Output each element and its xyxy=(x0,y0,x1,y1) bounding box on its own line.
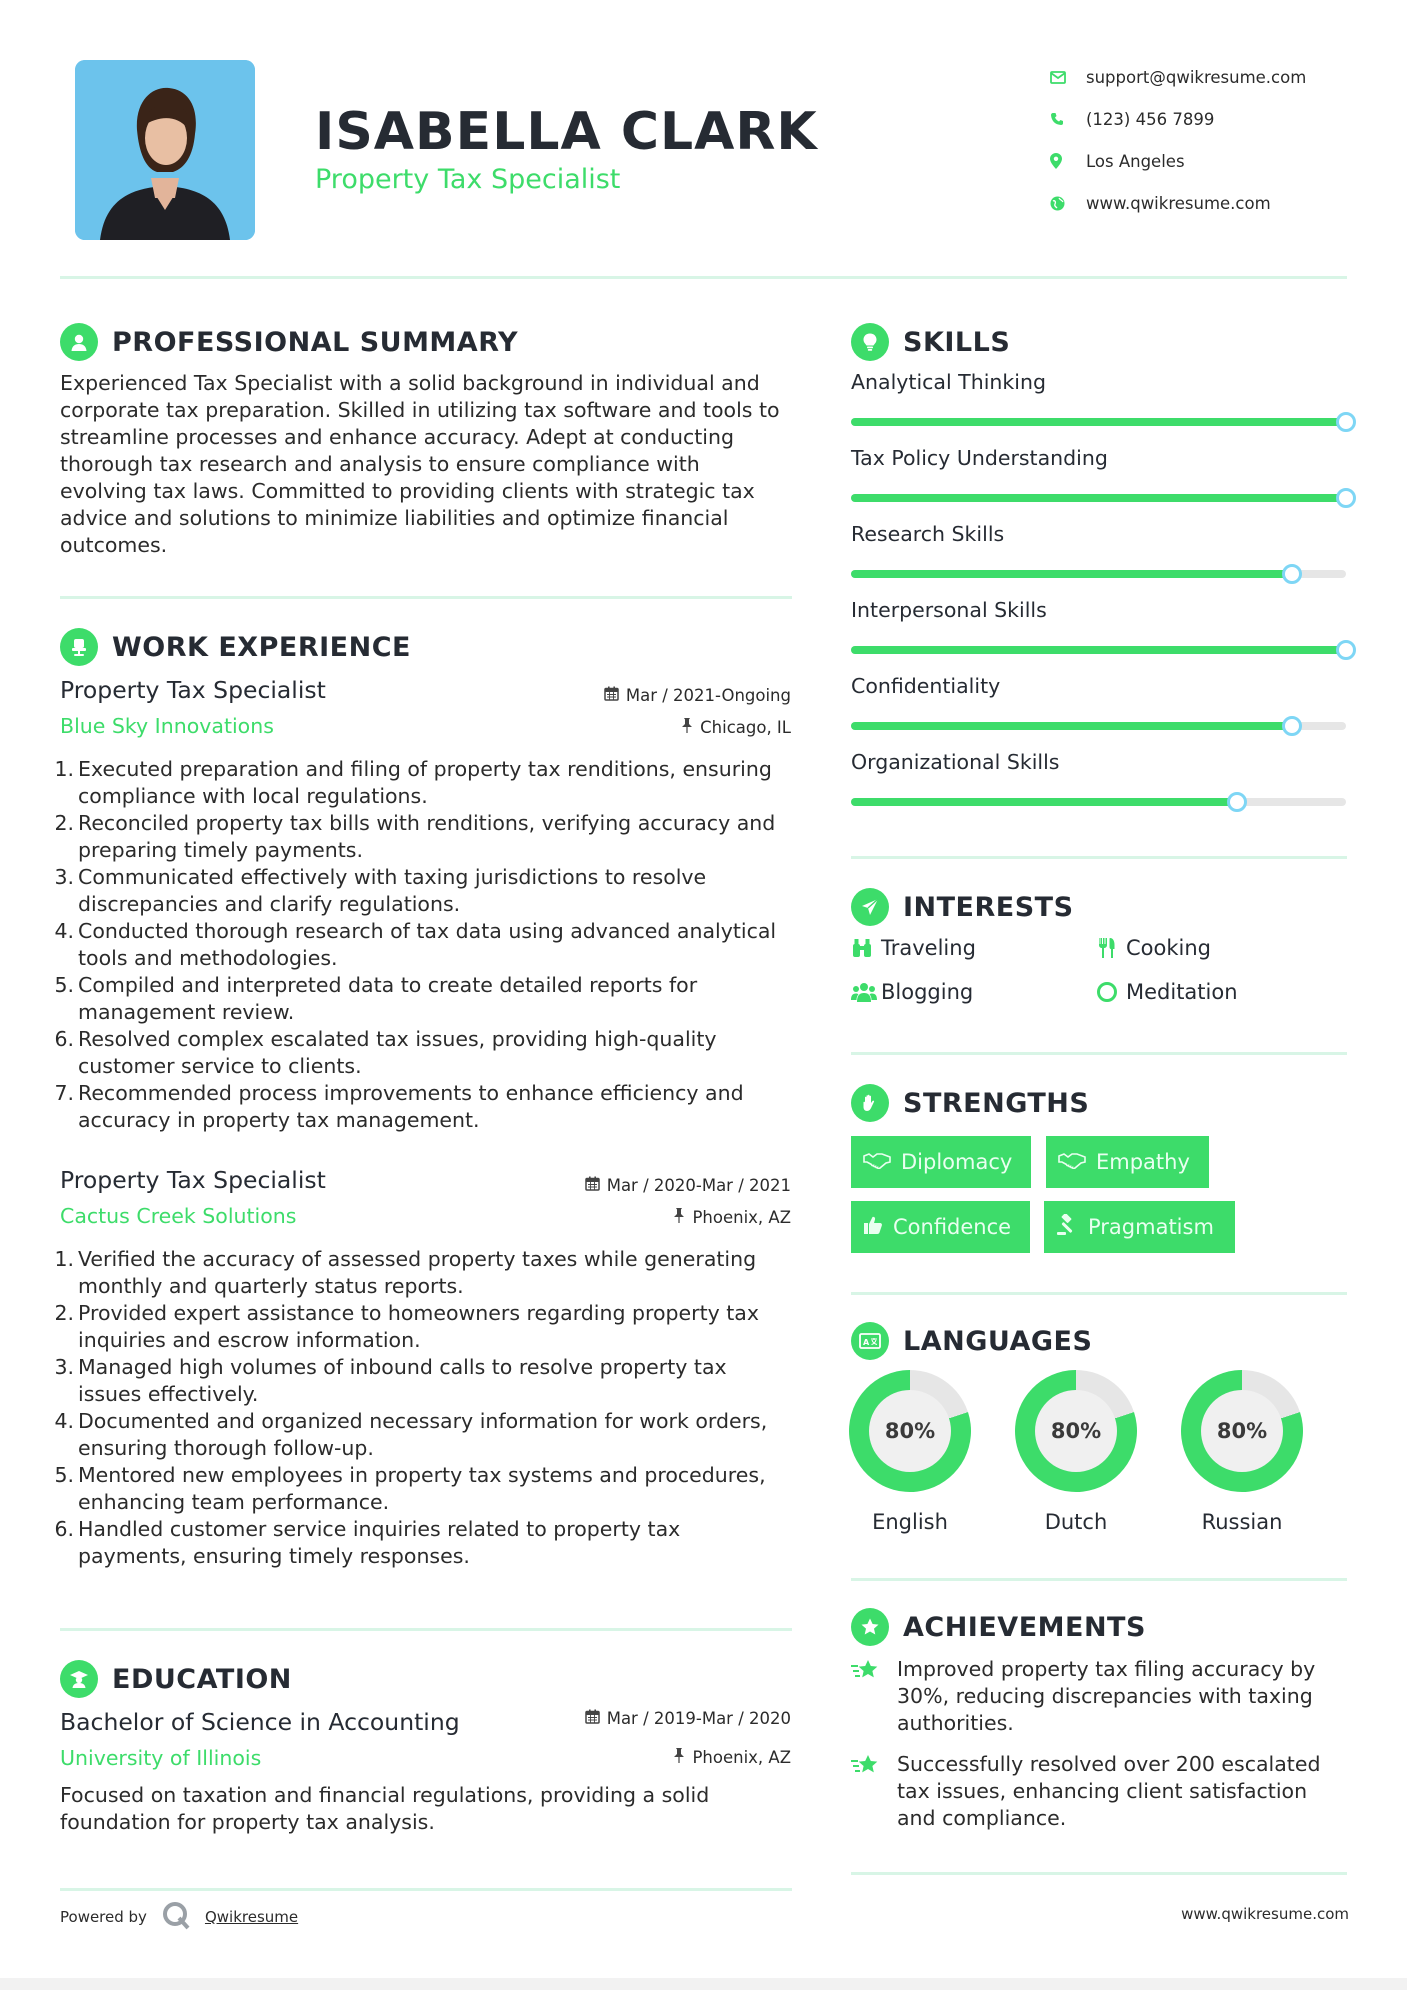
achievements-heading xyxy=(851,1608,1146,1646)
achievement-item xyxy=(851,1656,1347,1737)
strengths-divider xyxy=(851,1292,1347,1295)
education-line: foundation for property tax analysis. xyxy=(60,1810,435,1834)
skill-item xyxy=(851,674,1346,730)
trophy-star-icon xyxy=(851,1751,897,1832)
profile-photo xyxy=(75,60,255,240)
education-line: Focused on taxation and financial regulations, providing a solid xyxy=(60,1783,710,1807)
experience-heading xyxy=(60,628,411,666)
duty-item: 2. Provided expert assistance to homeowners regarding property tax inquiries and escrow information. xyxy=(54,1301,760,1352)
skill-bar-handle xyxy=(1282,716,1302,736)
trophy-star-icon xyxy=(851,1656,897,1737)
duty-line: discrepancies and clarify regulations. xyxy=(78,892,461,916)
interest-item xyxy=(851,980,973,1004)
duty-line: management review. xyxy=(78,1000,295,1024)
language-level: 80% xyxy=(1201,1390,1283,1472)
pushpin-icon xyxy=(681,718,693,737)
contact-website-text: www.qwikresume.com xyxy=(1086,193,1271,213)
contact-phone[interactable] xyxy=(1050,98,1380,140)
skill-bar xyxy=(851,798,1346,806)
company-name: Blue Sky Innovations xyxy=(60,714,274,738)
duty-item: 1. Verified the accuracy of assessed property taxes while generating monthly and quarterly status reports. xyxy=(54,1247,757,1298)
interests-heading-label: INTERESTS xyxy=(903,891,1074,923)
qwikresume-logo-icon xyxy=(161,1900,191,1934)
summary-heading xyxy=(60,323,518,361)
duty-line: Reconciled property tax bills with renditions, verifying accuracy and xyxy=(78,811,776,835)
interest-label: Meditation xyxy=(1126,980,1238,1004)
phone-icon xyxy=(1050,112,1086,126)
education-heading xyxy=(60,1660,292,1698)
page-bottom-band xyxy=(0,1978,1407,1990)
summary-line: thorough tax research and analysis to ensure compliance with xyxy=(60,452,700,476)
skill-bar xyxy=(851,570,1346,578)
skills-heading xyxy=(851,323,1010,361)
achievement-line: authorities. xyxy=(897,1711,1014,1735)
education-location-text: Phoenix, AZ xyxy=(692,1748,791,1767)
interest-item xyxy=(1096,936,1211,960)
skill-bar xyxy=(851,722,1346,730)
handshake-icon xyxy=(863,1150,891,1174)
graduate-icon xyxy=(60,1660,98,1698)
language-icon xyxy=(851,1322,889,1360)
education-date xyxy=(585,1709,791,1728)
skill-item xyxy=(851,370,1346,426)
powered-by xyxy=(60,1900,298,1934)
skill-bar-handle xyxy=(1336,412,1356,432)
education-location xyxy=(673,1748,791,1767)
strength-label: Diplomacy xyxy=(901,1150,1013,1174)
duty-line: payments, ensuring timely responses. xyxy=(78,1544,470,1568)
summary-line: evolving tax laws. Committed to providing clients with strategic tax xyxy=(60,479,755,503)
summary-line: corporate tax preparation. Skilled in utilizing tax software and tools to xyxy=(60,398,780,422)
duty-line: tools and methodologies. xyxy=(78,946,338,970)
language-level: 80% xyxy=(869,1390,951,1472)
languages-heading xyxy=(851,1322,1092,1360)
job-date-text: Mar / 2021-Ongoing xyxy=(625,686,791,705)
education-description xyxy=(60,1782,800,1836)
duty-line: Executed preparation and filing of property tax renditions, ensuring xyxy=(78,757,772,781)
summary-line: Experienced Tax Specialist with a solid background in individual and xyxy=(60,371,760,395)
duty-item: 5. Compiled and interpreted data to create detailed reports for management review. xyxy=(54,973,698,1024)
contact-location-text: Los Angeles xyxy=(1086,151,1185,171)
duty-item: 5. Mentored new employees in property tax systems and procedures, enhancing team performance. xyxy=(54,1463,766,1514)
circle-icon xyxy=(1096,981,1126,1003)
duty-line: Provided expert assistance to homeowners regarding property tax xyxy=(78,1301,760,1325)
strength-tag xyxy=(851,1136,1031,1188)
calendar-icon xyxy=(604,686,619,705)
skill-bar xyxy=(851,494,1346,502)
duty-item: 3. Communicated effectively with taxing jurisdictions to resolve discrepancies and clarify regulations. xyxy=(54,865,707,916)
users-icon xyxy=(851,981,881,1003)
achievement-line: Successfully resolved over 200 escalated xyxy=(897,1752,1321,1776)
language-item xyxy=(1015,1370,1137,1534)
person-portrait-icon xyxy=(75,60,255,240)
duty-item: 7. Recommended process improvements to enhance efficiency and accuracy in property tax management. xyxy=(54,1081,744,1132)
hand-icon xyxy=(851,1084,889,1122)
language-ring xyxy=(999,1354,1153,1508)
duty-line: preparing timely payments. xyxy=(78,838,363,862)
strength-label: Confidence xyxy=(893,1215,1012,1239)
summary-line: streamline processes and enhance accuracy. Adept at conducting xyxy=(60,425,734,449)
skill-item xyxy=(851,522,1346,578)
handshake-icon xyxy=(1058,1150,1086,1174)
education-date-text: Mar / 2019-Mar / 2020 xyxy=(606,1709,791,1728)
candidate-name: ISABELLA CLARK xyxy=(315,102,818,162)
envelope-icon xyxy=(1050,71,1086,84)
language-item xyxy=(1181,1370,1303,1534)
job-title: Property Tax Specialist xyxy=(60,1166,326,1194)
contact-location xyxy=(1050,140,1380,182)
job-location xyxy=(681,718,791,737)
summary-line: advice and solutions to minimize liabilities and optimize financial xyxy=(60,506,729,530)
education-heading-label: EDUCATION xyxy=(112,1663,292,1695)
duty-line: Communicated effectively with taxing jurisdictions to resolve xyxy=(78,865,707,889)
strength-label: Empathy xyxy=(1096,1150,1190,1174)
summary-divider xyxy=(60,596,792,599)
gavel-icon xyxy=(1056,1214,1078,1241)
skills-divider xyxy=(851,856,1347,859)
skill-item xyxy=(851,598,1346,654)
contact-email[interactable] xyxy=(1050,56,1380,98)
job-title: Property Tax Specialist xyxy=(60,676,326,704)
duty-item: 4. Documented and organized necessary information for work orders, ensuring thorough follow-up. xyxy=(54,1409,768,1460)
skill-name: Confidentiality xyxy=(851,674,1001,698)
skill-bar xyxy=(851,418,1346,426)
achievement-text xyxy=(897,1656,1315,1737)
summary-heading-label: PROFESSIONAL SUMMARY xyxy=(112,326,519,358)
contact-phone-text: (123) 456 7899 xyxy=(1086,109,1215,129)
binoculars-icon xyxy=(851,937,881,959)
skill-name: Tax Policy Understanding xyxy=(851,446,1108,470)
star-icon xyxy=(851,1608,889,1646)
strength-tag xyxy=(1046,1136,1209,1188)
language-ring xyxy=(1165,1354,1319,1508)
pushpin-icon xyxy=(673,1208,685,1227)
duty-line: Handled customer service inquiries related to property tax xyxy=(78,1517,681,1541)
duty-item: 4. Conducted thorough research of tax data using advanced analytical tools and methodologies. xyxy=(54,919,777,970)
skill-bar xyxy=(851,646,1346,654)
map-pin-icon xyxy=(1050,153,1086,169)
duty-list xyxy=(54,756,804,1134)
language-name: Dutch xyxy=(1044,1510,1108,1534)
duty-item: 1. Executed preparation and filing of property tax renditions, ensuring compliance with local regulations. xyxy=(54,757,772,808)
achievement-line: and compliance. xyxy=(897,1806,1067,1830)
duty-line: enhancing team performance. xyxy=(78,1490,390,1514)
contact-list xyxy=(1050,56,1380,224)
interest-item xyxy=(1096,980,1238,1004)
duty-line: Mentored new employees in property tax systems and procedures, xyxy=(78,1463,766,1487)
skill-item xyxy=(851,750,1346,806)
duty-line: Compiled and interpreted data to create detailed reports for xyxy=(78,973,698,997)
contact-email-text: support@qwikresume.com xyxy=(1086,67,1307,87)
powered-by-label: Powered by xyxy=(60,1908,147,1926)
header-divider xyxy=(60,276,1347,279)
duty-line: Verified the accuracy of assessed property taxes while generating xyxy=(78,1247,757,1271)
skill-bar-fill xyxy=(851,418,1346,426)
svg-text:A: A xyxy=(863,1338,870,1347)
calendar-icon xyxy=(585,1709,600,1728)
interest-item xyxy=(851,936,976,960)
experience-heading-label: WORK EXPERIENCE xyxy=(112,631,411,663)
strengths-heading-label: STRENGTHS xyxy=(903,1087,1090,1119)
skill-bar-handle xyxy=(1336,488,1356,508)
skill-name: Interpersonal Skills xyxy=(851,598,1047,622)
duty-item: 2. Reconciled property tax bills with renditions, verifying accuracy and preparing timely payments. xyxy=(54,811,776,862)
job-location xyxy=(673,1208,791,1227)
achievement-text xyxy=(897,1751,1320,1832)
interest-label: Traveling xyxy=(881,936,976,960)
duty-line: customer service to clients. xyxy=(78,1054,362,1078)
duty-line: inquiries and escrow information. xyxy=(78,1328,421,1352)
skill-bar-fill xyxy=(851,722,1292,730)
job-date xyxy=(585,1176,791,1195)
strength-tag xyxy=(1044,1201,1235,1253)
user-icon xyxy=(60,323,98,361)
duty-line: Documented and organized necessary information for work orders, xyxy=(78,1409,768,1433)
duty-line: Resolved complex escalated tax issues, providing high-quality xyxy=(78,1027,717,1051)
skill-bar-fill xyxy=(851,798,1237,806)
degree-title: Bachelor of Science in Accounting xyxy=(60,1708,460,1736)
contact-website[interactable] xyxy=(1050,182,1380,224)
globe-icon xyxy=(1050,196,1086,211)
strength-label: Pragmatism xyxy=(1088,1215,1214,1239)
achievement-item xyxy=(851,1751,1347,1832)
summary-text xyxy=(60,370,800,559)
skill-bar-handle xyxy=(1336,640,1356,660)
strength-tag xyxy=(851,1201,1030,1253)
chair-icon xyxy=(60,628,98,666)
utensils-icon xyxy=(1096,937,1126,959)
pushpin-icon xyxy=(673,1748,685,1767)
duty-line: Recommended process improvements to enhance efficiency and xyxy=(78,1081,744,1105)
job-date-text: Mar / 2020-Mar / 2021 xyxy=(606,1176,791,1195)
duty-line: Managed high volumes of inbound calls to resolve property tax xyxy=(78,1355,727,1379)
skill-name: Organizational Skills xyxy=(851,750,1060,774)
language-name: Russian xyxy=(1201,1510,1283,1534)
calendar-icon xyxy=(585,1176,600,1195)
job-location-text: Chicago, IL xyxy=(700,718,791,737)
skill-name: Analytical Thinking xyxy=(851,370,1046,394)
brand-link[interactable]: Qwikresume xyxy=(204,1908,299,1926)
achievement-line: Improved property tax filing accuracy by xyxy=(897,1657,1316,1681)
summary-line: outcomes. xyxy=(60,533,168,557)
skill-bar-fill xyxy=(851,570,1292,578)
achievements-divider xyxy=(851,1872,1347,1875)
skill-bar-handle xyxy=(1282,564,1302,584)
duty-item: 6. Resolved complex escalated tax issues, providing high-quality customer service to clients. xyxy=(54,1027,717,1078)
duty-line: monthly and quarterly status reports. xyxy=(78,1274,464,1298)
languages-divider xyxy=(851,1578,1347,1581)
interest-label: Cooking xyxy=(1126,936,1211,960)
duty-item: 3. Managed high volumes of inbound calls to resolve property tax issues effectively. xyxy=(54,1355,727,1406)
company-name: Cactus Creek Solutions xyxy=(60,1204,297,1228)
achievement-line: 30%, reducing discrepancies with taxing xyxy=(897,1684,1313,1708)
duty-line: compliance with local regulations. xyxy=(78,784,428,808)
skill-name: Research Skills xyxy=(851,522,1005,546)
language-name: English xyxy=(872,1510,948,1534)
duty-line: issues effectively. xyxy=(78,1382,259,1406)
duty-item: 6. Handled customer service inquiries related to property tax payments, ensuring timely responses. xyxy=(54,1517,681,1568)
interests-heading xyxy=(851,888,1074,926)
achievements-heading-label: ACHIEVEMENTS xyxy=(903,1611,1146,1643)
duty-line: Conducted thorough research of tax data using advanced analytical xyxy=(78,919,777,943)
duty-line: ensuring thorough follow-up. xyxy=(78,1436,374,1460)
interest-label: Blogging xyxy=(881,980,974,1004)
skill-item xyxy=(851,446,1346,502)
language-level: 80% xyxy=(1035,1390,1117,1472)
thumbs-up-icon xyxy=(863,1215,883,1240)
duty-line: accuracy in property tax management. xyxy=(78,1108,480,1132)
job-location-text: Phoenix, AZ xyxy=(692,1208,791,1227)
school-name: University of Illinois xyxy=(60,1746,262,1770)
skill-bar-handle xyxy=(1227,792,1247,812)
job-date xyxy=(604,686,791,705)
paper-plane-icon xyxy=(851,888,889,926)
duty-list xyxy=(54,1246,804,1570)
skills-heading-label: SKILLS xyxy=(903,326,1011,358)
lightbulb-icon xyxy=(851,323,889,361)
experience-divider xyxy=(60,1628,792,1631)
language-ring xyxy=(833,1354,987,1508)
achievement-line: tax issues, enhancing client satisfaction xyxy=(897,1779,1308,1803)
education-divider xyxy=(60,1888,792,1891)
skill-bar-fill xyxy=(851,646,1346,654)
language-item xyxy=(849,1370,971,1534)
languages-heading-label: LANGUAGES xyxy=(903,1325,1093,1357)
interests-divider xyxy=(851,1052,1347,1055)
candidate-title: Property Tax Specialist xyxy=(315,164,621,195)
skill-bar-fill xyxy=(851,494,1346,502)
footer-website[interactable]: www.qwikresume.com xyxy=(1181,1905,1349,1923)
strengths-heading xyxy=(851,1084,1089,1122)
